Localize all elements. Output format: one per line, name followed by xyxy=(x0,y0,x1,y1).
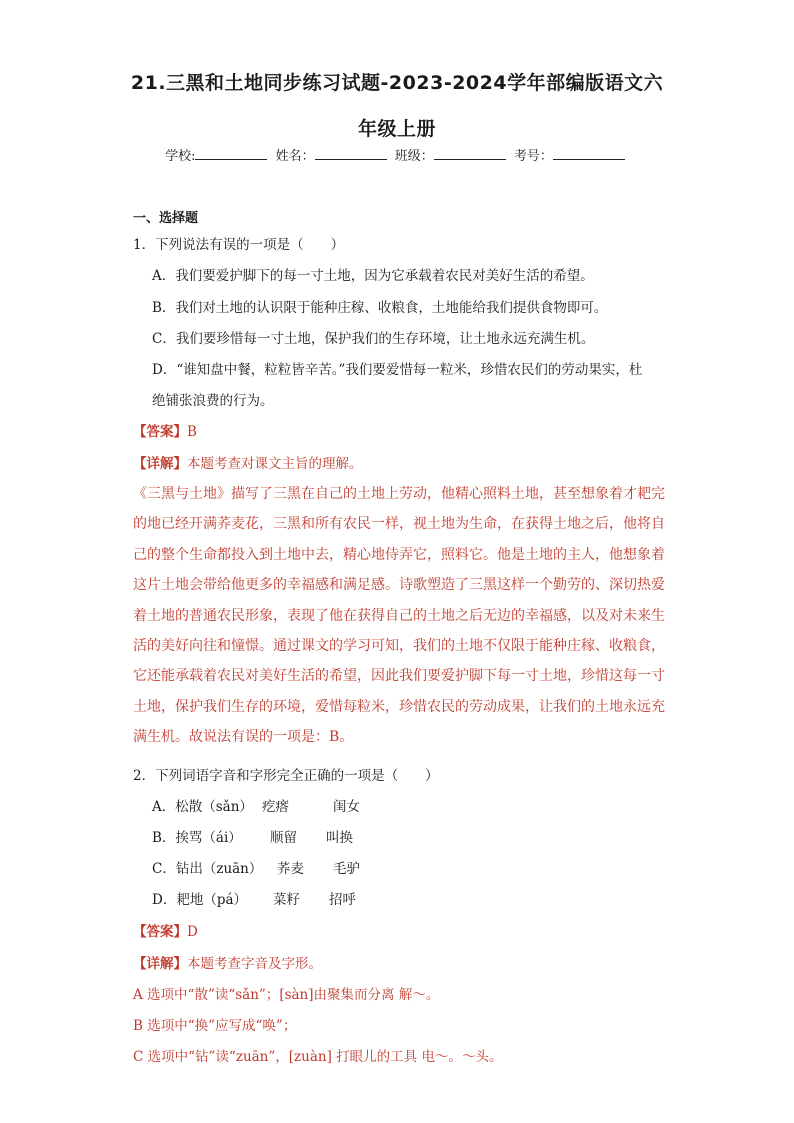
q1-explanation xyxy=(133,479,671,753)
name-label: 姓名： xyxy=(275,149,315,164)
q1-option-d-line1: D．“谁知盘中餐，粒粒皆辛苦。”我们要爱惜每一粒米，珍惜农民们的劳动果实，杜 xyxy=(152,362,643,378)
explanation-line: 《三黑与土地》描写了三黑在自己的土地上劳动，他精心照料土地，甚至想象着才耙完 xyxy=(133,486,665,502)
number-label: 考号： xyxy=(513,149,553,164)
school-label: 学校: xyxy=(165,149,196,164)
option-label: D．耙地（pá） xyxy=(152,892,248,908)
option-word: 疙瘩 xyxy=(262,799,289,815)
q1-option-a: A．我们要爱护脚下的每一寸土地，因为它承载着农民对美好生活的希望。 xyxy=(152,268,594,284)
class-blank[interactable] xyxy=(434,147,506,160)
q2-stem: 2．下列词语字音和字形完全正确的一项是（ ） xyxy=(133,768,439,784)
option-word: 招呼 xyxy=(329,892,356,908)
option-word: 毛驴 xyxy=(333,861,360,877)
q2-note-c: C 选项中“钻”读“zuān”，[zuàn] 打眼儿的工具 电～。～头。 xyxy=(133,1049,503,1065)
option-label: C．钻出（zuān） xyxy=(152,861,263,877)
page-title-line1: 21.三黑和土地同步练习试题-2023-2024学年部编版语文六 xyxy=(130,72,664,94)
explanation-line: 满生机。故说法有误的一项是：B。 xyxy=(133,729,354,746)
q2-note-a: A 选项中“散”读“sǎn”；[sàn]由聚集而分离 解～。 xyxy=(133,987,440,1003)
q1-answer xyxy=(133,420,197,440)
answer-tag: 【答案】 xyxy=(133,424,187,440)
option-word: 闺女 xyxy=(333,799,360,815)
q1-option-c: C．我们要珍惜每一寸土地，保护我们的生存环境，让土地永远充满生机。 xyxy=(152,331,595,347)
q1-option-d-line2: 绝铺张浪费的行为。 xyxy=(152,393,274,409)
explanation-line: 着土地的普通农民形象，表现了他在获得自己的土地之后无边的幸福感，以及对未来生 xyxy=(133,607,665,624)
explanation-line: 它还能承载着农民对美好生活的希望，因此我们要爱护脚下每一寸土地，珍惜这每一寸 xyxy=(133,668,665,685)
page-title-line2: 年级上册 xyxy=(357,118,436,140)
option-word: 菜籽 xyxy=(273,892,300,908)
answer-tag: 【答案】 xyxy=(133,924,187,940)
explanation-line: 的地已经开满荞麦花，三黑和所有农民一样，视土地为生命，在获得土地之后，他将自 xyxy=(133,516,665,533)
q2-answer xyxy=(133,920,198,940)
answer-value: B xyxy=(187,424,197,440)
q2-note-b: B 选项中“换”应写成“唤”； xyxy=(133,1018,297,1034)
name-blank[interactable] xyxy=(315,147,387,160)
q2-detail xyxy=(133,952,322,972)
explanation-line: 土地，保护我们生存的环境，爱惜每粒米，珍惜农民的劳动成果，让我们的土地永远充 xyxy=(133,698,665,715)
detail-text: 本题考查字音及字形。 xyxy=(187,956,322,972)
q1-detail xyxy=(133,452,363,472)
class-label: 班级： xyxy=(394,149,434,164)
number-blank[interactable] xyxy=(553,147,625,160)
school-blank[interactable] xyxy=(195,147,267,160)
option-word: 叫换 xyxy=(326,830,353,846)
answer-value: D xyxy=(187,924,198,940)
explanation-line: 活的美好向往和憧憬。通过课文的学习可知，我们的土地不仅限于能种庄稼、收粮食， xyxy=(133,638,665,655)
option-word: 顺留 xyxy=(270,830,297,846)
explanation-line: 己的整个生命都投入到土地中去，精心地侍弄它，照料它。他是土地的主人，他想象着 xyxy=(133,546,665,563)
option-label: B．挨骂（ái） xyxy=(152,830,242,846)
explanation-line: 这片土地会带给他更多的幸福感和满足感。诗歌塑造了三黑这样一个勤劳的、深切热爱 xyxy=(133,577,665,594)
option-label: A．松散（sǎn） xyxy=(152,799,253,815)
detail-tag: 【详解】 xyxy=(133,456,187,472)
q1-option-b: B．我们对土地的认识限于能种庄稼、收粮食，土地能给我们提供食物即可。 xyxy=(152,300,608,316)
student-info-row xyxy=(0,145,794,164)
q1-stem: 1．下列说法有误的一项是（ ） xyxy=(133,237,345,253)
detail-text: 本题考查对课文主旨的理解。 xyxy=(187,456,363,472)
option-word: 荞麦 xyxy=(277,861,304,877)
section-heading: 一、选择题 xyxy=(133,211,199,226)
detail-tag: 【详解】 xyxy=(133,956,187,972)
